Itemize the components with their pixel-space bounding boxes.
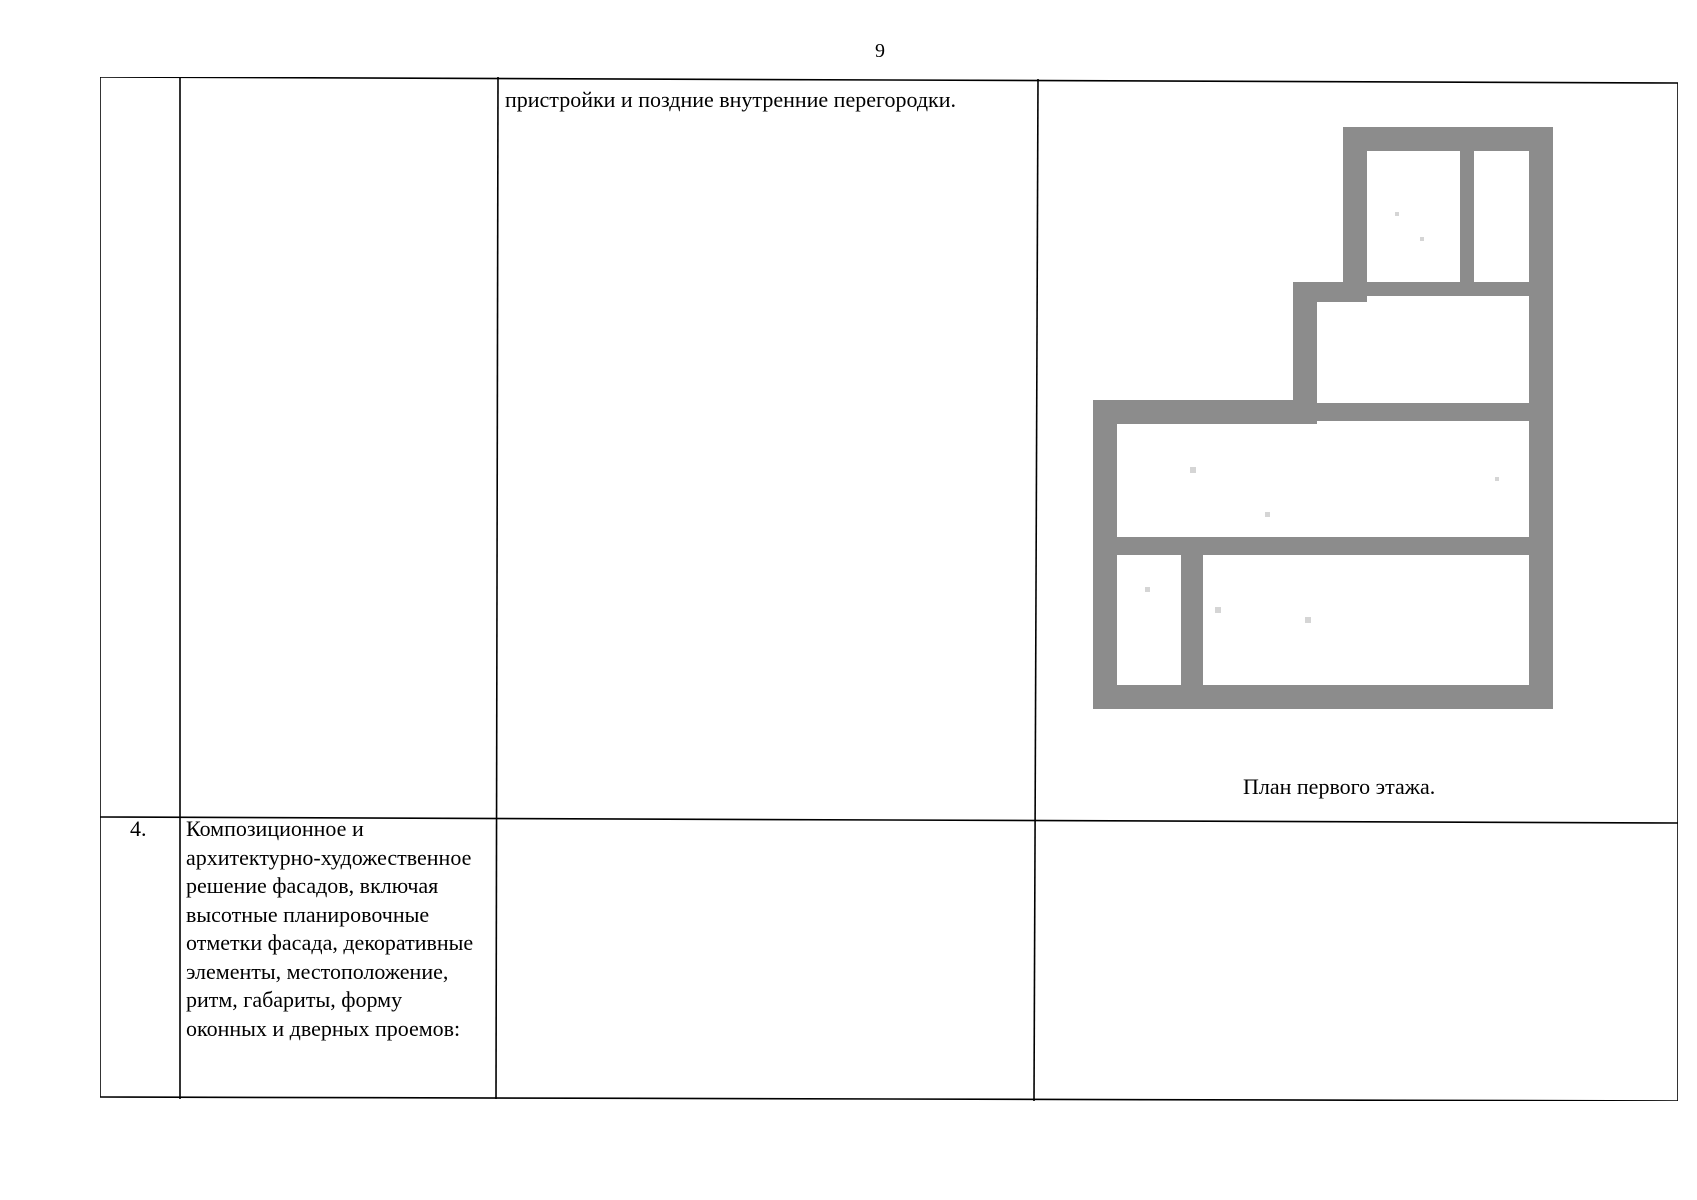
page-number: 9: [875, 40, 885, 62]
plan-caption: План первого этажа.: [1243, 774, 1436, 799]
row-number: 4.: [130, 816, 147, 841]
floor-plan-drawing: [1085, 117, 1645, 777]
continuation-text: пристройки и поздние внутренние перегородки.: [505, 87, 956, 112]
row-description: Композиционное и архитектурно-художественное решение фасадов, включая высотные планировочные отметки фасада, декоративные элементы, местоположение, ритм, габариты, форму оконных и дверных проемов:: [186, 816, 474, 1041]
document-table: [100, 77, 1678, 1101]
